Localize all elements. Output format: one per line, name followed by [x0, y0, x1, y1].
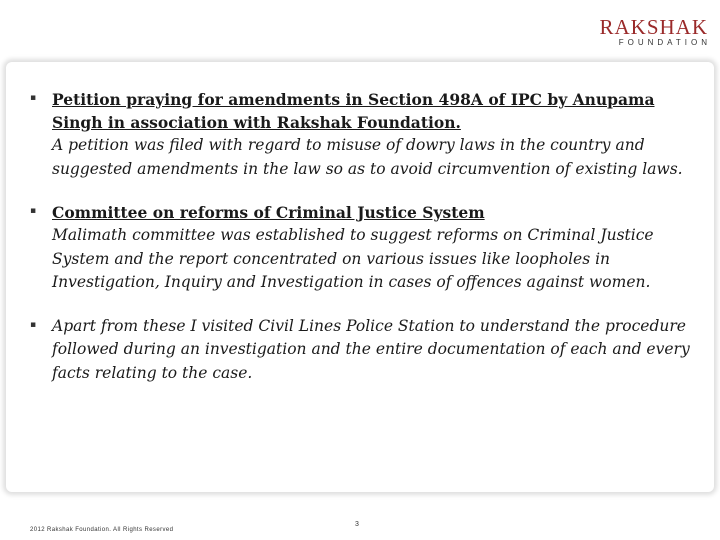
bullet-heading: Committee on reforms of Criminal Justice System	[52, 203, 485, 222]
bullet-item-committee	[28, 201, 698, 295]
footer-copyright: 2012 Rakshak Foundation. All Rights Reserved	[30, 527, 174, 533]
logo-name: RAKSHAK	[599, 15, 708, 39]
bullet-square-icon: ▪	[30, 319, 37, 330]
bullet-heading: Petition praying for amendments in Section 498A of IPC by Anupama Singh in association with Rakshak Foundation.	[52, 90, 655, 132]
page-number: 3	[355, 521, 359, 528]
bullet-body: Malimath committee was established to suggest reforms on Criminal Justice System and the report concentrated on various issues like loopholes in Investigation, Inquiry and Investigation in cases of offences against women.	[52, 226, 654, 291]
bullet-body: A petition was filed with regard to misuse of dowry laws in the country and suggested amendments in the law so as to avoid circumvention of existing laws.	[52, 136, 683, 178]
rakshak-foundation-logo	[596, 15, 711, 48]
bullet-item-police-station-visit	[28, 315, 698, 386]
logo-tagline: FOUNDATION	[618, 38, 711, 47]
bullet-square-icon: ▪	[30, 93, 37, 103]
bullet-item-petition	[28, 88, 698, 181]
bullet-square-icon: ▪	[30, 206, 37, 216]
bullet-list	[28, 88, 698, 405]
bullet-body: Apart from these I visited Civil Lines Police Station to understand the procedure followed during an investigation and the entire documentation of each and every facts relating to the case.	[52, 316, 690, 382]
